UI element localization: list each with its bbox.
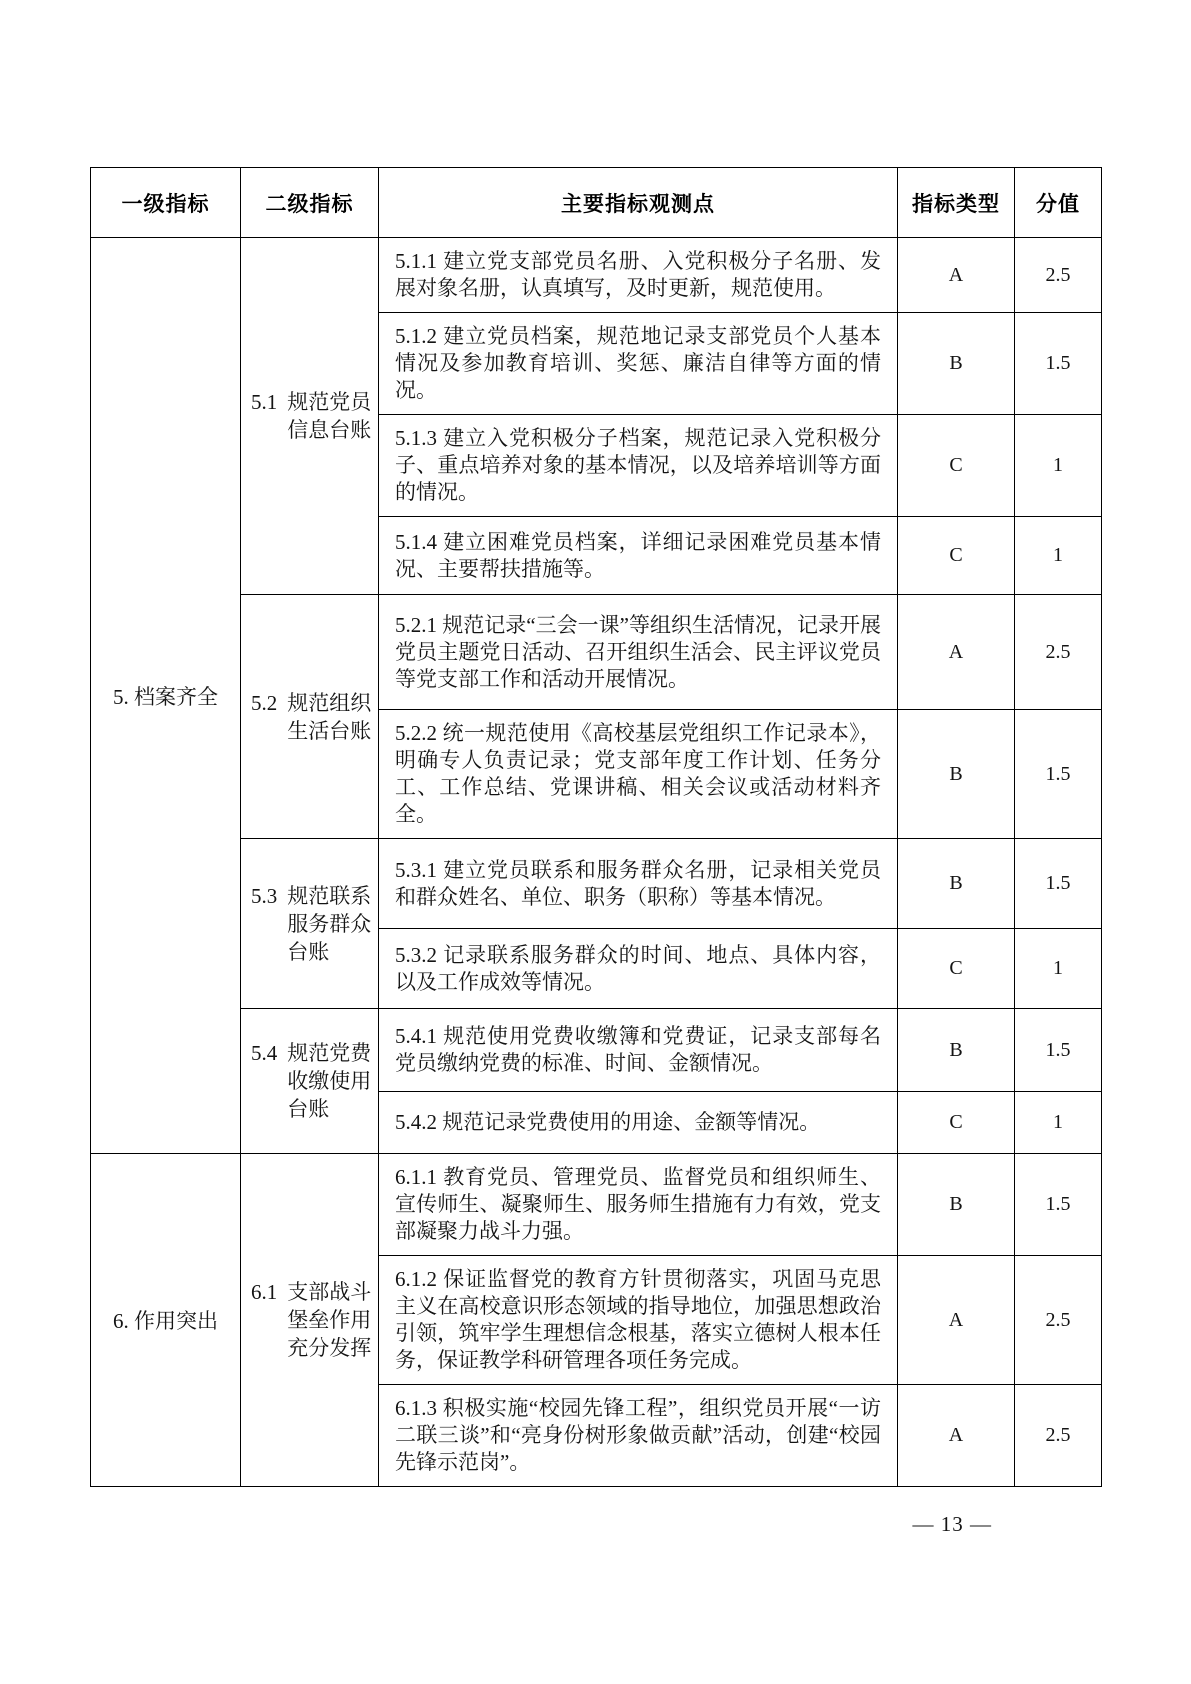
indicator-type-cell: C (898, 1092, 1015, 1154)
group-label-5-3 (241, 839, 379, 1009)
observation-point-5-1-1: 5.1.1 建立党支部党员名册、入党积极分子名册、发展对象名册，认真填写，及时更新，规范使用。 (379, 238, 898, 313)
observation-point-5-4-1: 5.4.1 规范使用党费收缴簿和党费证，记录支部每名党员缴纳党费的标准、时间、金额情况。 (379, 1009, 898, 1092)
observation-point-6-1-2: 6.1.2 保证监督党的教育方针贯彻落实，巩固马克思主义在高校意识形态领域的指导地位，加强思想政治引领，筑牢学生理想信念根基，落实立德树人根本任务，保证教学科研管理各项任务完成。 (379, 1256, 898, 1385)
score-cell: 2.5 (1015, 595, 1102, 710)
observation-point-5-3-2: 5.3.2 记录联系服务群众的时间、地点、具体内容，以及工作成效等情况。 (379, 929, 898, 1009)
indicator-type-cell: A (898, 1256, 1015, 1385)
group-text: 规范党员信息台账 (287, 390, 372, 442)
indicator-type-cell: A (898, 1385, 1015, 1487)
page-number: — 13 — (912, 1512, 992, 1536)
indicator-type-cell: A (898, 595, 1015, 710)
header-level1-indicator: 一级指标 (91, 168, 241, 238)
header-row (91, 168, 1102, 238)
header-observation-points: 主要指标观测点 (379, 168, 898, 238)
indicator-type-cell: C (898, 929, 1015, 1009)
score-cell: 2.5 (1015, 238, 1102, 313)
section-label-6: 6. 作用突出 (91, 1154, 241, 1487)
group-label-6-1 (241, 1154, 379, 1487)
observation-point-5-2-2: 5.2.2 统一规范使用《高校基层党组织工作记录本》，明确专人负责记录；党支部年度工作计划、任务分工、工作总结、党课讲稿、相关会议或活动材料齐全。 (379, 710, 898, 839)
table-row (91, 839, 1102, 929)
observation-point-5-4-2: 5.4.2 规范记录党费使用的用途、金额等情况。 (379, 1092, 898, 1154)
indicator-type-cell: B (898, 710, 1015, 839)
group-number: 5.4 (251, 1041, 278, 1065)
score-cell: 1 (1015, 929, 1102, 1009)
group-text: 规范党费收缴使用台账 (287, 1041, 372, 1121)
group-label-5-1 (241, 238, 379, 595)
table-row (91, 1154, 1102, 1256)
indicator-type-cell: C (898, 517, 1015, 595)
observation-point-5-3-1: 5.3.1 建立党员联系和服务群众名册，记录相关党员和群众姓名、单位、职务（职称）等基本情况。 (379, 839, 898, 929)
group-text: 规范组织生活台账 (287, 690, 372, 743)
indicator-type-cell: A (898, 238, 1015, 313)
score-cell: 1 (1015, 1092, 1102, 1154)
indicator-type-cell: B (898, 839, 1015, 929)
table-row (91, 1009, 1102, 1092)
indicator-type-cell: B (898, 1154, 1015, 1256)
header-score: 分值 (1015, 168, 1102, 238)
score-cell: 1.5 (1015, 710, 1102, 839)
score-cell: 1.5 (1015, 1009, 1102, 1092)
observation-point-5-1-2: 5.1.2 建立党员档案，规范地记录支部党员个人基本情况及参加教育培训、奖惩、廉洁自律等方面的情况。 (379, 313, 898, 415)
score-cell: 1.5 (1015, 839, 1102, 929)
group-text: 支部战斗堡垒作用充分发挥 (287, 1280, 372, 1360)
group-number: 5.3 (251, 883, 278, 908)
score-cell: 1.5 (1015, 1154, 1102, 1256)
indicator-table (90, 167, 1102, 1487)
table-row (91, 595, 1102, 710)
indicator-type-cell: B (898, 313, 1015, 415)
observation-point-5-2-1: 5.2.1 规范记录“三会一课”等组织生活情况，记录开展党员主题党日活动、召开组织生活会、民主评议党员等党支部工作和活动开展情况。 (379, 595, 898, 710)
header-indicator-type: 指标类型 (898, 168, 1015, 238)
group-number: 5.2 (251, 690, 278, 715)
section-label-5: 5. 档案齐全 (91, 238, 241, 1154)
table-row (91, 238, 1102, 313)
score-cell: 2.5 (1015, 1385, 1102, 1487)
observation-point-5-1-3: 5.1.3 建立入党积极分子档案，规范记录入党积极分子、重点培养对象的基本情况，以及培养培训等方面的情况。 (379, 415, 898, 517)
score-cell: 2.5 (1015, 1256, 1102, 1385)
header-level2-indicator: 二级指标 (241, 168, 379, 238)
group-label-5-2 (241, 595, 379, 839)
observation-point-5-1-4: 5.1.4 建立困难党员档案，详细记录困难党员基本情况、主要帮扶措施等。 (379, 517, 898, 595)
group-label-5-4 (241, 1009, 379, 1154)
group-number: 5.1 (251, 390, 278, 414)
indicator-type-cell: B (898, 1009, 1015, 1092)
score-cell: 1 (1015, 415, 1102, 517)
observation-point-6-1-3: 6.1.3 积极实施“校园先锋工程”，组织党员开展“一访二联三谈”和“亮身份树形象做贡献”活动，创建“校园先锋示范岗”。 (379, 1385, 898, 1487)
group-text: 规范联系服务群众台账 (287, 883, 372, 964)
observation-point-6-1-1: 6.1.1 教育党员、管理党员、监督党员和组织师生、宣传师生、凝聚师生、服务师生措施有力有效，党支部凝聚力战斗力强。 (379, 1154, 898, 1256)
score-cell: 1 (1015, 517, 1102, 595)
group-number: 6.1 (251, 1280, 278, 1304)
score-cell: 1.5 (1015, 313, 1102, 415)
indicator-type-cell: C (898, 415, 1015, 517)
